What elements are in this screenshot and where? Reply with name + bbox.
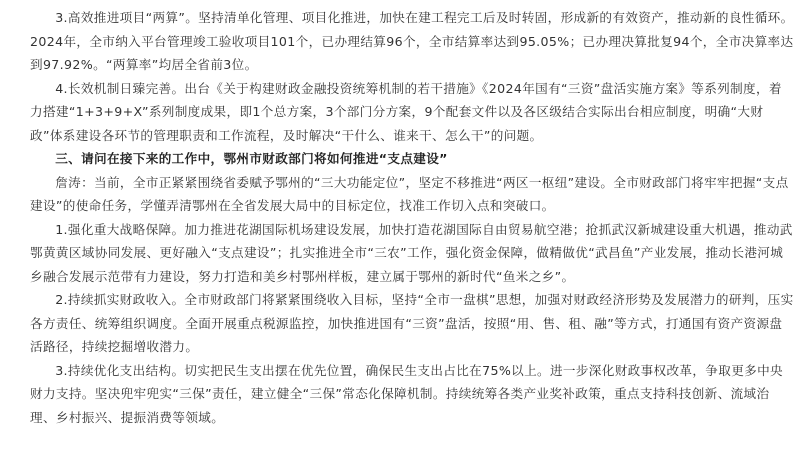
section-heading-three: 三、请问在接下来的工作中，鄂州市财政部门将如何推进“支点建设”: [55, 151, 448, 166]
paragraph-expenditure-structure: 3.持续优化支出结构。切实把民生支出摆在优先位置，确保民生支出占比在75%以上。进一步深化财政事权改革，争取更多中央财力支持。坚决兜牢兜实“三保”责任，建立健全“三保”常态化保障机制。持续统筹各类产业奖补政策，重点支持科技创新、流域治理、乡村振兴、提振消费等领域。: [30, 362, 783, 425]
paragraph-project-settlement: 3.高效推进项目“两算”。坚持清单化管理、项目化推进，加快在建工程完工后及时转固，形成新的有效资产，推动新的良性循环。2024年，全市纳入平台管理竣工验收项目101个，已办理结算96个，全市结算率达到95.05%；已办理决算批复94个，全市决算率达到97.92%。“两算率”均居全省前3位。: [30, 10, 794, 72]
paragraph-fiscal-revenue: 2.持续抓实财政收入。全市财政部门将紧紧围绕收入目标，坚持“全市一盘棋”思想，加强对财政经济形势及发展潜力的研判，压实各方责任、统筹组织调度。全面开展重点税源监控，加快推进国有“三资”盘活，按照“用、售、租、融”等方式，打通国有资产资源盘活路径，持续挖掘增收潜力。: [30, 292, 794, 354]
paragraph-long-term-mechanism: 4.长效机制日臻完善。出台《关于构建财政金融投资统筹机制的若干措施》《2024年国有“三资”盘活实施方案》等系列制度，着力搭建“1+3+9+X”系列制度成果，即1个总方案，3个部门分方案，9个配套文件以及各区级结合实际出台相应制度，明确“大财政”体系建设各环节的管理职责和工作流程，及时解决“干什么、谁来干、怎么干”的问题。: [30, 80, 782, 143]
paragraph-answer-intro: 詹涛：当前，全市正紧紧围绕省委赋予鄂州的“三大功能定位”，坚定不移推进“两区一枢纽”建设。全市财政部门将牢牢把握“支点建设”的使命任务，学懂弄清鄂州在全省发展大局中的目标定位，找准工作切入点和突破口。: [30, 174, 789, 213]
paragraph-strategy-guarantee: 1.强化重大战略保障。加力推进花湖国际机场建设发展，加快打造花湖国际自由贸易航空港；抢抓武汉新城建设重大机遇，推动武鄂黄黄区域协同发展、更好融入“支点建设”；扎实推进全市“三农”工作，强化资金保障，做精做优“武昌鱼”产业发展，推动长港河城乡融合发展示范带有力建设，努力打造和美乡村鄂州样板，建立属于鄂州的新时代“鱼米之乡”。: [30, 221, 793, 284]
